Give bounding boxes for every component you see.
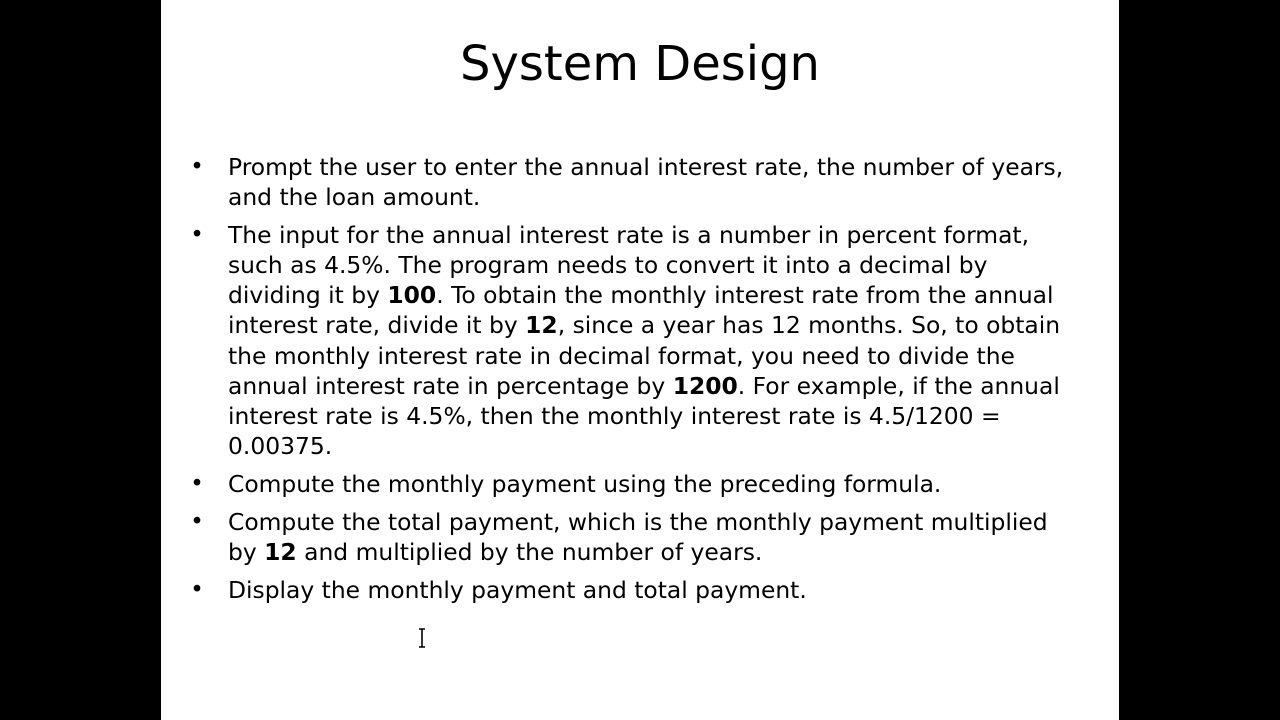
text-run: and multiplied by the number of years. bbox=[296, 538, 763, 567]
bullet-item bbox=[161, 152, 1119, 212]
bullet-list bbox=[161, 152, 1119, 613]
bullet-dot-icon: • bbox=[190, 470, 204, 497]
bullet-item bbox=[161, 220, 1119, 461]
text-cursor-icon bbox=[417, 628, 427, 648]
bullet-text bbox=[228, 221, 1060, 460]
bullet-dot-icon: • bbox=[190, 222, 204, 249]
bullet-dot-icon: • bbox=[190, 154, 204, 180]
text-run: , since a year has 12 months. So, to obtain the monthly interest rate in decimal format, you need to divide the annual interest rate in percentage by bbox=[228, 311, 1061, 400]
bullet-text bbox=[228, 508, 1048, 566]
text-run: The input for the annual interest rate is a number in percent format, such as 4.5%. The program needs to convert it into a decimal by dividing it by bbox=[228, 221, 1030, 310]
bold-text: 1200 bbox=[672, 371, 738, 400]
bullet-dot-icon: • bbox=[190, 509, 204, 536]
bold-text: 12 bbox=[264, 538, 297, 567]
bullet-item bbox=[161, 575, 1119, 605]
bullet-dot-icon: • bbox=[190, 577, 204, 604]
bullet-item bbox=[161, 507, 1119, 567]
text-run: Prompt the user to enter the annual interest rate, the number of years, and the loan amount. bbox=[228, 153, 1064, 212]
bold-text: 12 bbox=[525, 311, 558, 340]
bullet-text bbox=[228, 576, 807, 604]
text-run: Compute the total payment, which is the monthly payment multiplied by bbox=[228, 508, 1048, 567]
bold-text: 100 bbox=[387, 281, 437, 310]
slide bbox=[161, 0, 1119, 720]
bullet-text bbox=[228, 153, 1063, 211]
text-run: Display the monthly payment and total payment. bbox=[228, 576, 807, 605]
text-run: . To obtain the monthly interest rate from the annual interest rate, divide it by bbox=[228, 281, 1054, 340]
text-run: . For example, if the annual interest rate is 4.5%, then the monthly interest rate is 4.5/1200 = 0.00375. bbox=[228, 371, 1060, 460]
text-run: Compute the monthly payment using the preceding formula. bbox=[228, 469, 942, 498]
bullet-text bbox=[228, 470, 941, 498]
bullet-item bbox=[161, 469, 1119, 499]
slide-title: System Design bbox=[460, 36, 820, 92]
